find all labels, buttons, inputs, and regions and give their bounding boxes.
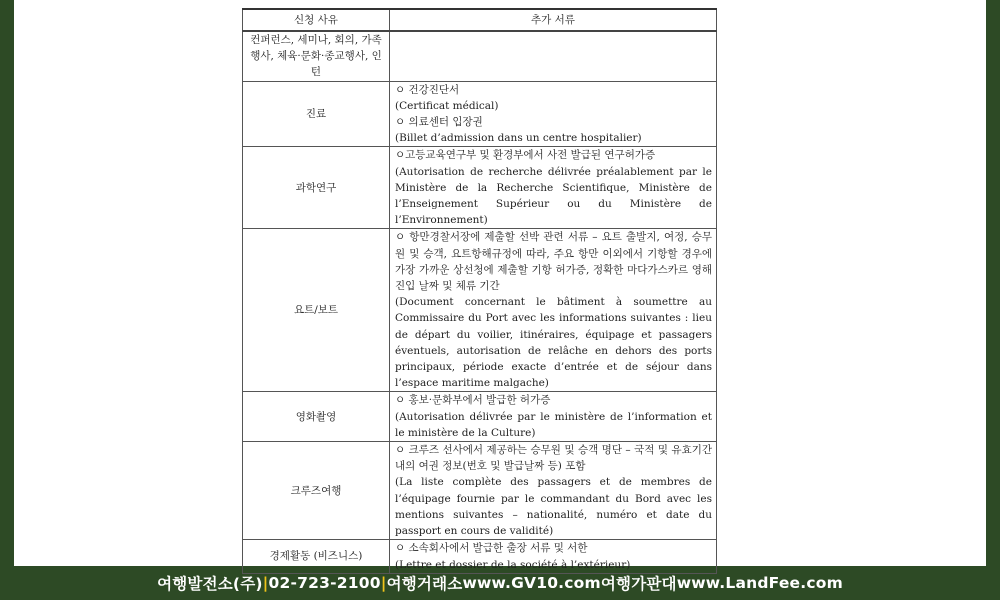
row-reason: 요트/보트 xyxy=(243,229,390,392)
contact-footer xyxy=(0,566,1000,600)
document-item-french: (Autorisation délivrée par le ministère de l’information et le ministère de la Culture) xyxy=(395,410,712,439)
row-documents xyxy=(390,147,717,229)
document-frame xyxy=(14,0,986,571)
document-item-korean: ㅇ 크루즈 선사에서 제공하는 승무원 및 승객 명단 – 국적 및 유효기간 내의 여권 정보(번호 및 발급날짜 등) 포함 xyxy=(395,444,712,473)
required-documents-table xyxy=(242,8,717,574)
footer-separator: | xyxy=(262,574,269,592)
site-label-travel-stand: 여행가판대 xyxy=(600,575,677,593)
site-link-landfee[interactable]: www.LandFee.com xyxy=(676,574,843,592)
row-documents xyxy=(390,442,717,540)
document-item-korean: ㅇ 항만경찰서장에 제출할 선박 관련 서류 – 요트 출발지, 여정, 승무원 및 승객, 요트항해규정에 따라, 주요 항만 이외에서 기항할 경우에 가장 가까운 상선청에 제출할 기항 허가증, 정확한 마다가스카르 영해 진입 날짜 및 체류 기간 xyxy=(395,231,712,293)
table-header-row xyxy=(243,9,717,31)
row-documents xyxy=(390,31,717,81)
row-reason: 컨퍼런스, 세미나, 회의, 가족행사, 체육·문화·종교행사, 인턴 xyxy=(243,31,390,81)
document-item-french: (Billet d’admission dans un centre hospitalier) xyxy=(395,132,642,145)
header-documents: 추가 서류 xyxy=(390,9,717,31)
table-row xyxy=(243,31,717,81)
row-reason: 과학연구 xyxy=(243,147,390,229)
table-row xyxy=(243,147,717,229)
document-item-french: (La liste complète des passagers et de membres de l’équipage fournie par le commandant du Bord avec les mentions suivantes – nationalité, numéro et date du passport en cours de validité) xyxy=(395,476,712,538)
site-label-travel-exchange: 여행거래소 xyxy=(386,575,463,593)
table-row xyxy=(243,229,717,392)
table-row xyxy=(243,81,717,147)
document-item-korean: ㅇ 의료센터 입장권 xyxy=(395,116,483,129)
document-item-french: (Document concernant le bâtiment à soumettre au Commissaire du Port avec les informations suivantes : lieu de départ du voilier, itinéraires, équipage et passagers éventuels, autorisation de relâche en dehors des ports principaux, période exacte d’entrée et de séjour dans l’espace maritime malgache) xyxy=(395,296,712,390)
row-documents xyxy=(390,392,717,442)
row-documents xyxy=(390,229,717,392)
row-reason: 경제활동 (비즈니스) xyxy=(243,540,390,573)
site-link-gv10[interactable]: www.GV10.com xyxy=(462,574,601,592)
footer-separator: | xyxy=(380,574,387,592)
phone-number: 02-723-2100 xyxy=(268,574,381,592)
company-name: 여행발전소(주) xyxy=(157,575,263,593)
document-item-korean: ㅇ 건강진단서 xyxy=(395,83,460,96)
document-item-french: (Lettre et dossier de la société à l’extérieur) xyxy=(395,558,631,571)
table-row xyxy=(243,392,717,442)
document-item-korean: ㅇ 홍보·문화부에서 발급한 허가증 xyxy=(395,394,551,407)
row-reason: 크루즈여행 xyxy=(243,442,390,540)
header-reason: 신청 사유 xyxy=(243,9,390,31)
row-reason: 영화촬영 xyxy=(243,392,390,442)
document-item-french: (Certificat médical) xyxy=(395,99,499,112)
table-row xyxy=(243,442,717,540)
document-item-korean: ㅇ고등교육연구부 및 환경부에서 사전 발급된 연구허가증 xyxy=(395,149,656,162)
row-reason: 진료 xyxy=(243,81,390,147)
document-item-korean: ㅇ 소속회사에서 발급한 출장 서류 및 서한 xyxy=(395,542,588,555)
row-documents xyxy=(390,81,717,147)
document-item-french: (Autorisation de recherche délivrée préalablement par le Ministère de la Recherche Scientifique, Ministère de l’Enseignement Supérieur ou du Ministère de l’Environnement) xyxy=(395,165,712,227)
